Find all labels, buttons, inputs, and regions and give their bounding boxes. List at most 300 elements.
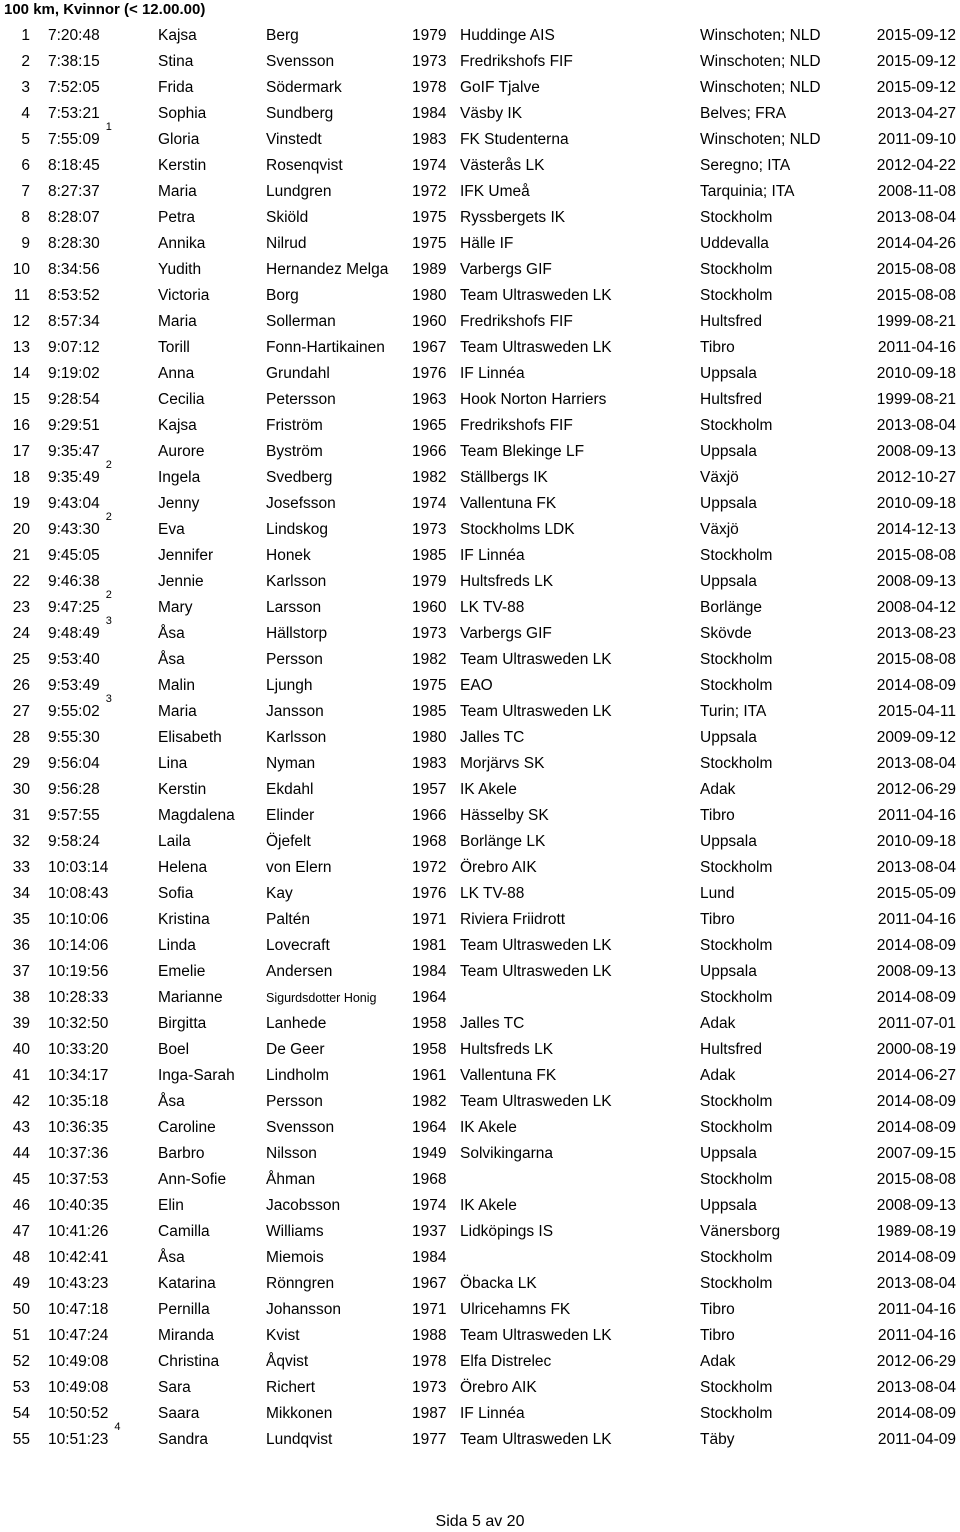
table-row <box>0 459 960 491</box>
time-cell <box>48 1401 108 1427</box>
birth-year-cell: 1972 <box>412 859 447 876</box>
venue-cell: Stockholm <box>700 755 773 772</box>
time-value: 10:08:43 <box>48 885 109 902</box>
last-name-cell: Nilrud <box>266 235 307 252</box>
venue-cell: Stockholm <box>700 859 773 876</box>
table-row <box>0 1089 960 1115</box>
rank-cell: 16 <box>12 417 30 434</box>
rank-cell: 10 <box>12 261 30 278</box>
club-cell: Team Ultrasweden LK <box>460 1327 612 1344</box>
venue-cell: Vänersborg <box>700 1223 781 1240</box>
date-cell: 2011-04-16 <box>877 1301 956 1318</box>
first-name-cell: Mary <box>158 599 193 616</box>
birth-year-cell: 1972 <box>412 183 447 200</box>
club-cell: IF Linnéa <box>460 1405 525 1422</box>
time-value: 9:29:51 <box>48 417 100 434</box>
date-cell: 2015-09-12 <box>876 53 956 70</box>
time-value: 10:43:23 <box>48 1275 109 1292</box>
table-row <box>0 1297 960 1323</box>
birth-year-cell: 1982 <box>412 651 447 668</box>
venue-cell: Lund <box>700 885 735 902</box>
rank-cell: 50 <box>12 1301 30 1318</box>
venue-cell: Stockholm <box>700 1275 773 1292</box>
last-name-cell: Åqvist <box>266 1353 309 1370</box>
table-row <box>0 589 960 621</box>
venue-cell: Stockholm <box>700 547 773 564</box>
time-cell <box>48 257 100 283</box>
first-name-cell: Christina <box>158 1353 220 1370</box>
date-cell: 2010-09-18 <box>876 365 956 382</box>
footnote-marker: 2 <box>105 511 112 523</box>
first-name-cell: Helena <box>158 859 208 876</box>
first-name-cell: Kajsa <box>158 27 197 44</box>
last-name-cell: Lundgren <box>266 183 332 200</box>
time-cell <box>48 751 100 777</box>
last-name-cell: Paltén <box>266 911 310 928</box>
club-cell: Varbergs GIF <box>460 261 552 278</box>
club-cell: IFK Umeå <box>460 183 530 200</box>
time-cell <box>48 121 112 153</box>
birth-year-cell: 1979 <box>412 27 447 44</box>
venue-cell: Växjö <box>700 469 739 486</box>
club-cell: Jalles TC <box>460 729 525 746</box>
time-value: 8:34:56 <box>48 261 100 278</box>
table-row <box>0 751 960 777</box>
table-row <box>0 49 960 75</box>
club-cell: Hälle IF <box>460 235 514 252</box>
club-cell: Ulricehamns FK <box>460 1301 571 1318</box>
date-cell: 2011-07-01 <box>877 1015 956 1032</box>
club-cell: IK Akele <box>460 1197 517 1214</box>
rank-cell: 38 <box>12 989 30 1006</box>
date-cell: 2008-09-13 <box>876 963 956 980</box>
rank-cell: 2 <box>21 53 30 70</box>
birth-year-cell: 1958 <box>412 1015 447 1032</box>
time-cell <box>48 1421 121 1453</box>
last-name-cell: Nilsson <box>266 1145 317 1162</box>
time-value: 10:50:52 <box>48 1405 109 1422</box>
first-name-cell: Cecilia <box>158 391 205 408</box>
time-cell <box>48 491 100 517</box>
venue-cell: Täby <box>700 1431 735 1448</box>
rank-cell: 4 <box>21 105 30 122</box>
club-cell: Hässelby SK <box>460 807 549 824</box>
time-cell <box>48 959 108 985</box>
time-cell <box>48 101 100 127</box>
table-row <box>0 829 960 855</box>
birth-year-cell: 1967 <box>412 339 447 356</box>
time-cell <box>48 75 100 101</box>
birth-year-cell: 1973 <box>412 1379 447 1396</box>
club-cell: Jalles TC <box>460 1015 525 1032</box>
table-row <box>0 803 960 829</box>
last-name-cell: Vinstedt <box>266 131 322 148</box>
club-cell: EAO <box>460 677 493 694</box>
time-cell <box>48 1271 108 1297</box>
rank-cell: 3 <box>21 79 30 96</box>
time-cell <box>48 881 108 907</box>
last-name-cell: Honek <box>266 547 311 564</box>
time-cell <box>48 459 112 491</box>
venue-cell: Winschoten; NLD <box>700 79 821 96</box>
birth-year-cell: 1988 <box>412 1327 447 1344</box>
birth-year-cell: 1975 <box>412 209 447 226</box>
time-cell <box>48 1193 108 1219</box>
venue-cell: Uppsala <box>700 833 757 850</box>
last-name-cell: Rosenqvist <box>266 157 343 174</box>
last-name-cell: Ekdahl <box>266 781 314 798</box>
rank-cell: 30 <box>12 781 30 798</box>
table-row <box>0 1063 960 1089</box>
first-name-cell: Katarina <box>158 1275 216 1292</box>
table-row <box>0 1349 960 1375</box>
date-cell: 2013-08-04 <box>876 417 956 434</box>
footnote-marker: 3 <box>105 693 112 705</box>
date-cell: 2015-08-08 <box>876 1171 956 1188</box>
date-cell: 2014-08-09 <box>876 937 956 954</box>
last-name-cell: De Geer <box>266 1041 325 1058</box>
birth-year-cell: 1957 <box>412 781 447 798</box>
rank-cell: 53 <box>12 1379 30 1396</box>
rank-cell: 46 <box>12 1197 30 1214</box>
birth-year-cell: 1966 <box>412 443 447 460</box>
club-cell: FK Studenterna <box>460 131 569 148</box>
time-value: 9:48:49 <box>48 625 100 642</box>
table-row <box>0 959 960 985</box>
last-name-cell: Larsson <box>266 599 322 616</box>
club-cell: Örebro AIK <box>460 859 537 876</box>
last-name-cell: Persson <box>266 651 323 668</box>
date-cell: 2013-08-04 <box>876 1275 956 1292</box>
club-cell: Solvikingarna <box>460 1145 554 1162</box>
time-cell <box>48 205 100 231</box>
last-name-cell: Grundahl <box>266 365 330 382</box>
footnote-marker: 1 <box>105 121 112 133</box>
first-name-cell: Kerstin <box>158 781 207 798</box>
first-name-cell: Sara <box>158 1379 191 1396</box>
last-name-cell: Karlsson <box>266 729 327 746</box>
time-cell <box>48 1141 108 1167</box>
date-cell: 2014-08-09 <box>876 677 956 694</box>
rank-cell: 41 <box>12 1067 30 1084</box>
table-row <box>0 491 960 517</box>
rank-cell: 52 <box>12 1353 30 1370</box>
last-name-cell: Petersson <box>266 391 336 408</box>
footnote-marker: 4 <box>114 1421 121 1433</box>
time-cell <box>48 1063 108 1089</box>
rank-cell: 14 <box>12 365 30 382</box>
date-cell: 2000-08-19 <box>876 1041 956 1058</box>
venue-cell: Adak <box>700 1067 736 1084</box>
venue-cell: Stockholm <box>700 287 773 304</box>
date-cell: 2008-09-13 <box>876 443 956 460</box>
birth-year-cell: 1977 <box>412 1431 447 1448</box>
first-name-cell: Linda <box>158 937 196 954</box>
last-name-cell: Lindholm <box>266 1067 329 1084</box>
birth-year-cell: 1974 <box>412 157 447 174</box>
first-name-cell: Camilla <box>158 1223 210 1240</box>
rank-cell: 21 <box>12 547 30 564</box>
rank-cell: 39 <box>12 1015 30 1032</box>
last-name-cell: Södermark <box>266 79 342 96</box>
venue-cell: Uppsala <box>700 1197 757 1214</box>
club-cell: Riviera Friidrott <box>460 911 566 928</box>
time-value: 10:34:17 <box>48 1067 109 1084</box>
birth-year-cell: 1980 <box>412 729 447 746</box>
rank-cell: 17 <box>12 443 30 460</box>
first-name-cell: Emelie <box>158 963 206 980</box>
time-value: 10:10:06 <box>48 911 109 928</box>
club-cell: Team Ultrasweden LK <box>460 1093 612 1110</box>
time-cell <box>48 589 112 621</box>
time-cell <box>48 439 100 465</box>
time-value: 10:36:35 <box>48 1119 109 1136</box>
club-cell: IF Linnéa <box>460 365 525 382</box>
birth-year-cell: 1980 <box>412 287 447 304</box>
club-cell: Fredrikshofs FIF <box>460 417 573 434</box>
venue-cell: Uppsala <box>700 573 757 590</box>
rank-cell: 23 <box>12 599 30 616</box>
time-value: 10:49:08 <box>48 1379 109 1396</box>
time-cell <box>48 615 112 647</box>
club-cell: Vallentuna FK <box>460 495 557 512</box>
birth-year-cell: 1989 <box>412 261 447 278</box>
birth-year-cell: 1964 <box>412 989 447 1006</box>
rank-cell: 12 <box>12 313 30 330</box>
last-name-cell: Svensson <box>266 1119 335 1136</box>
time-cell <box>48 1011 108 1037</box>
date-cell: 2012-04-22 <box>876 157 956 174</box>
date-cell: 2013-08-04 <box>876 859 956 876</box>
time-value: 9:19:02 <box>48 365 100 382</box>
club-cell: Västerås LK <box>460 157 545 174</box>
table-row <box>0 1271 960 1297</box>
birth-year-cell: 1987 <box>412 1405 447 1422</box>
table-row <box>0 1323 960 1349</box>
first-name-cell: Malin <box>158 677 196 694</box>
birth-year-cell: 1979 <box>412 573 447 590</box>
last-name-cell: Miemois <box>266 1249 324 1266</box>
time-value: 9:43:30 <box>48 521 100 538</box>
club-cell: Huddinge AIS <box>460 27 555 44</box>
club-cell: LK TV-88 <box>460 885 525 902</box>
time-cell <box>48 283 100 309</box>
last-name-cell: Jacobsson <box>266 1197 341 1214</box>
last-name-cell: Skiöld <box>266 209 309 226</box>
birth-year-cell: 1960 <box>412 599 447 616</box>
first-name-cell: Caroline <box>158 1119 216 1136</box>
last-name-cell: Nyman <box>266 755 316 772</box>
first-name-cell: Ann-Sofie <box>158 1171 227 1188</box>
venue-cell: Belves; FRA <box>700 105 787 122</box>
first-name-cell: Maria <box>158 703 197 720</box>
date-cell: 2012-06-29 <box>876 1353 956 1370</box>
venue-cell: Stockholm <box>700 1171 773 1188</box>
rank-cell: 44 <box>12 1145 30 1162</box>
time-cell <box>48 153 100 179</box>
first-name-cell: Inga-Sarah <box>158 1067 235 1084</box>
rank-cell: 54 <box>12 1405 30 1422</box>
first-name-cell: Åsa <box>158 651 185 668</box>
birth-year-cell: 1958 <box>412 1041 447 1058</box>
table-row <box>0 855 960 881</box>
venue-cell: Uppsala <box>700 1145 757 1162</box>
time-value: 10:42:41 <box>48 1249 109 1266</box>
date-cell: 2015-05-09 <box>876 885 956 902</box>
time-cell <box>48 985 108 1011</box>
rank-cell: 48 <box>12 1249 30 1266</box>
time-cell <box>48 49 100 75</box>
venue-cell: Stockholm <box>700 1379 773 1396</box>
rank-cell: 9 <box>21 235 30 252</box>
first-name-cell: Sofia <box>158 885 194 902</box>
rank-cell: 8 <box>21 209 30 226</box>
club-cell: Fredrikshofs FIF <box>460 53 573 70</box>
venue-cell: Winschoten; NLD <box>700 53 821 70</box>
club-cell: Örebro AIK <box>460 1379 537 1396</box>
time-value: 10:32:50 <box>48 1015 109 1032</box>
table-row <box>0 179 960 205</box>
birth-year-cell: 1974 <box>412 1197 447 1214</box>
birth-year-cell: 1971 <box>412 911 447 928</box>
time-cell <box>48 829 100 855</box>
venue-cell: Skövde <box>700 625 752 642</box>
first-name-cell: Åsa <box>158 625 185 642</box>
time-cell <box>48 1297 108 1323</box>
time-value: 8:18:45 <box>48 157 100 174</box>
table-row <box>0 361 960 387</box>
time-value: 9:58:24 <box>48 833 100 850</box>
time-cell <box>48 803 100 829</box>
birth-year-cell: 1983 <box>412 131 447 148</box>
venue-cell: Uppsala <box>700 495 757 512</box>
time-cell <box>48 1115 108 1141</box>
club-cell: Team Ultrasweden LK <box>460 937 612 954</box>
birth-year-cell: 1964 <box>412 1119 447 1136</box>
venue-cell: Hultsfred <box>700 391 763 408</box>
last-name-cell: Josefsson <box>266 495 336 512</box>
birth-year-cell: 1965 <box>412 417 447 434</box>
time-cell <box>48 1245 108 1271</box>
table-row <box>0 725 960 751</box>
rank-cell: 28 <box>12 729 30 746</box>
birth-year-cell: 1985 <box>412 547 447 564</box>
birth-year-cell: 1966 <box>412 807 447 824</box>
table-row <box>0 569 960 595</box>
time-value: 9:28:54 <box>48 391 100 408</box>
birth-year-cell: 1973 <box>412 625 447 642</box>
club-cell: IK Akele <box>460 781 517 798</box>
venue-cell: Uppsala <box>700 443 757 460</box>
last-name-cell: Hernandez Melga <box>266 261 389 278</box>
date-cell: 2015-04-11 <box>877 703 956 720</box>
first-name-cell: Pernilla <box>158 1301 210 1318</box>
venue-cell: Hultsfred <box>700 313 763 330</box>
time-cell <box>48 335 100 361</box>
table-row <box>0 23 960 49</box>
date-cell: 1999-08-21 <box>876 391 956 408</box>
date-cell: 2014-08-09 <box>876 1405 956 1422</box>
birth-year-cell: 1971 <box>412 1301 447 1318</box>
time-cell <box>48 309 100 335</box>
last-name-cell: Andersen <box>266 963 333 980</box>
time-value: 7:52:05 <box>48 79 100 96</box>
venue-cell: Stockholm <box>700 209 773 226</box>
table-row <box>0 777 960 803</box>
club-cell: Team Ultrasweden LK <box>460 1431 612 1448</box>
date-cell: 2008-09-13 <box>876 1197 956 1214</box>
birth-year-cell: 1963 <box>412 391 447 408</box>
date-cell: 2013-08-04 <box>876 1379 956 1396</box>
birth-year-cell: 1983 <box>412 755 447 772</box>
rank-cell: 35 <box>12 911 30 928</box>
time-cell <box>48 647 100 673</box>
first-name-cell: Eva <box>158 521 185 538</box>
date-cell: 2013-08-04 <box>876 755 956 772</box>
rank-cell: 36 <box>12 937 30 954</box>
rank-cell: 24 <box>12 625 30 642</box>
club-cell: Stockholms LDK <box>460 521 575 538</box>
venue-cell: Stockholm <box>700 677 773 694</box>
last-name-cell: Johansson <box>266 1301 341 1318</box>
time-cell <box>48 569 100 595</box>
first-name-cell: Anna <box>158 365 195 382</box>
birth-year-cell: 1937 <box>412 1223 447 1240</box>
venue-cell: Stockholm <box>700 989 773 1006</box>
rank-cell: 6 <box>21 157 30 174</box>
first-name-cell: Sandra <box>158 1431 208 1448</box>
table-row <box>0 1141 960 1167</box>
first-name-cell: Laila <box>158 833 191 850</box>
time-value: 10:41:26 <box>48 1223 109 1240</box>
date-cell: 2014-08-09 <box>876 1119 956 1136</box>
time-value: 10:19:56 <box>48 963 109 980</box>
date-cell: 2008-04-12 <box>876 599 956 616</box>
first-name-cell: Victoria <box>158 287 210 304</box>
time-value: 10:40:35 <box>48 1197 109 1214</box>
table-row <box>0 543 960 569</box>
last-name-cell: Hällstorp <box>266 625 328 642</box>
time-value: 10:47:18 <box>48 1301 109 1318</box>
date-cell: 2014-08-09 <box>876 989 956 1006</box>
birth-year-cell: 1981 <box>412 937 447 954</box>
time-cell <box>48 1089 108 1115</box>
first-name-cell: Saara <box>158 1405 200 1422</box>
table-row <box>0 283 960 309</box>
last-name-cell: Svensson <box>266 53 335 70</box>
table-row <box>0 1421 960 1453</box>
venue-cell: Adak <box>700 1353 736 1370</box>
date-cell: 2015-08-08 <box>876 547 956 564</box>
date-cell: 2009-09-12 <box>876 729 956 746</box>
venue-cell: Stockholm <box>700 937 773 954</box>
rank-cell: 51 <box>12 1327 30 1344</box>
first-name-cell: Kerstin <box>158 157 207 174</box>
club-cell: Borlänge LK <box>460 833 546 850</box>
last-name-cell: Richert <box>266 1379 316 1396</box>
table-row <box>0 673 960 699</box>
date-cell: 2011-04-16 <box>877 807 956 824</box>
time-value: 10:49:08 <box>48 1353 109 1370</box>
birth-year-cell: 1968 <box>412 833 447 850</box>
club-cell: Team Ultrasweden LK <box>460 963 612 980</box>
venue-cell: Stockholm <box>700 1405 773 1422</box>
rank-cell: 31 <box>12 807 30 824</box>
first-name-cell: Gloria <box>158 131 200 148</box>
birth-year-cell: 1978 <box>412 1353 447 1370</box>
club-cell: Ställbergs IK <box>460 469 548 486</box>
club-cell: Team Ultrasweden LK <box>460 651 612 668</box>
